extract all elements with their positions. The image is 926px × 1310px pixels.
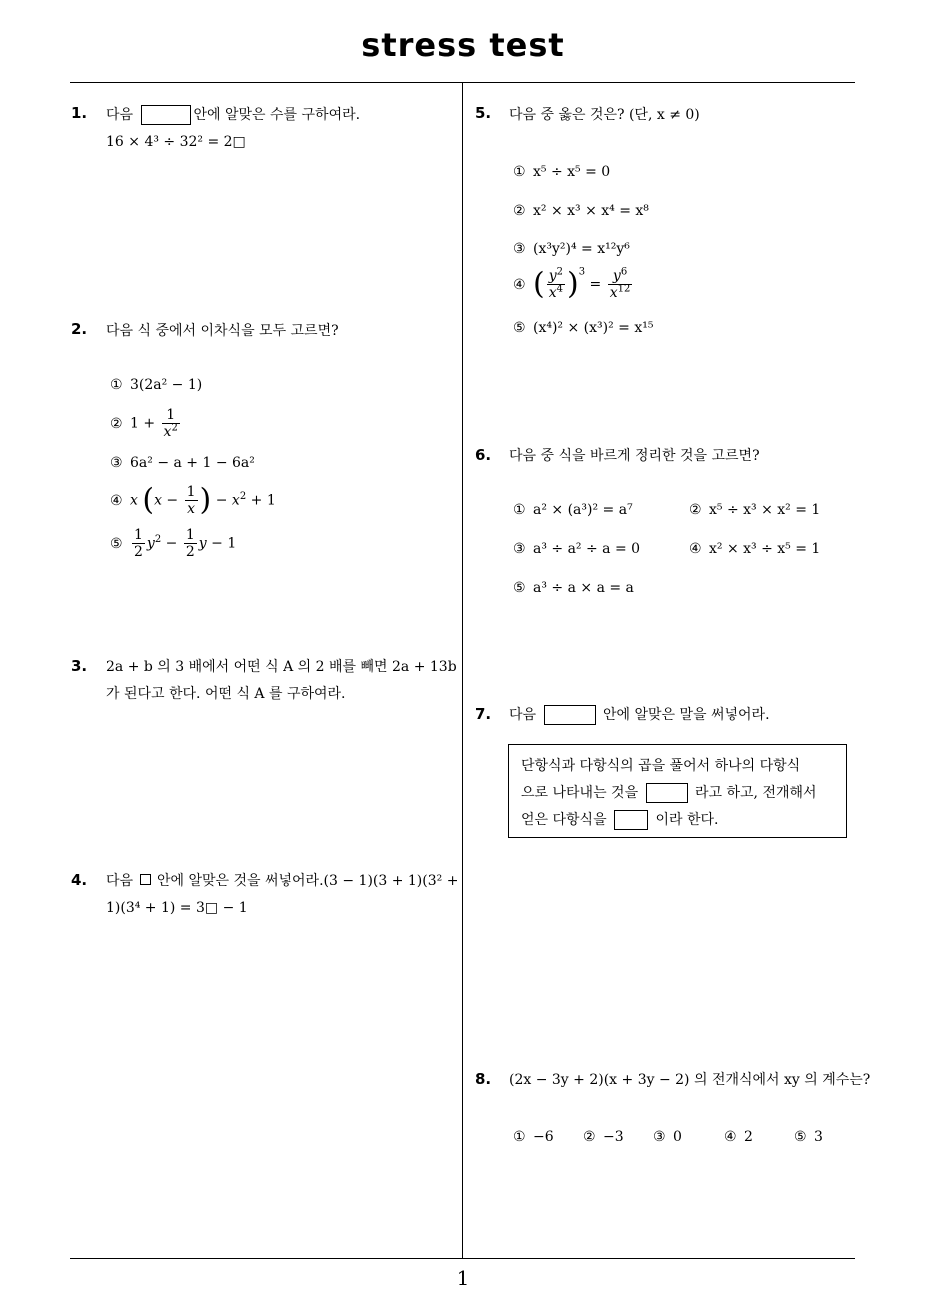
option-1[interactable]: ① 3(2a² − 1) xyxy=(110,377,203,393)
question-text-line-2: 1)(3⁴ + 1) = 3□ − 1 xyxy=(106,900,248,916)
option-1[interactable]: ① x⁵ ÷ x⁵ = 0 xyxy=(513,164,611,180)
question-text: 다음 중 옳은 것은? (단, x ≠ 0) xyxy=(509,107,700,123)
question-expression: 16 × 4³ ÷ 32² = 2□ xyxy=(106,134,246,150)
option-3[interactable]: ③ 0 xyxy=(653,1129,682,1145)
question-text: 다음 중 식을 바르게 정리한 것을 고르면? xyxy=(509,448,760,464)
option-5[interactable]: ⑤ $\frac{1}{2}$ $y^2$ − $\frac{1}{2}$ y − 1 xyxy=(110,527,237,560)
question-text-line-1: 다음 안에 알맞은 것을 써넣어라.(3 − 1)(3 + 1)(3² + xyxy=(106,873,459,889)
option-5[interactable]: ⑤ (x⁴)² × (x³)² = x¹⁵ xyxy=(513,320,654,336)
question-number: 3. xyxy=(71,657,88,675)
fraction: $\frac{y^6}{x^{12}}$ xyxy=(609,266,631,301)
column-divider xyxy=(462,83,463,1258)
bottom-rule xyxy=(70,1258,855,1259)
option-2[interactable]: ② x⁵ ÷ x³ × x² = 1 xyxy=(689,502,821,518)
question-text: (2x − 3y + 2)(x + 3y − 2) 의 전개식에서 xy 의 계수는? xyxy=(509,1072,871,1088)
question-number: 5. xyxy=(475,104,492,122)
option-5[interactable]: ⑤ a³ ÷ a × a = a xyxy=(513,580,634,596)
question-number: 4. xyxy=(71,871,88,889)
fraction: $\frac{1}{2}$ xyxy=(134,527,143,560)
option-4[interactable]: ④ 2 xyxy=(724,1129,753,1145)
option-3[interactable]: ③ (x³y²)⁴ = x¹²y⁶ xyxy=(513,241,630,257)
question-text: 다음 식 중에서 이차식을 모두 고르면? xyxy=(106,323,339,339)
option-3[interactable]: ③ 6a² − a + 1 − 6a² xyxy=(110,455,255,471)
page-number: 1 xyxy=(456,1266,470,1290)
option-5[interactable]: ⑤ 3 xyxy=(794,1129,823,1145)
answer-blank[interactable] xyxy=(544,705,596,725)
option-3[interactable]: ③ a³ ÷ a² ÷ a = 0 xyxy=(513,541,641,557)
option-1[interactable]: ① a² × (a³)² = a⁷ xyxy=(513,502,633,518)
question-number: 1. xyxy=(71,104,88,122)
answer-blank-2[interactable] xyxy=(614,810,648,830)
option-2[interactable]: ② 1 + $\frac{1}{x^2}$ xyxy=(110,407,178,440)
option-2[interactable]: ② x² × x³ × x⁴ = x⁸ xyxy=(513,203,649,219)
question-number: 8. xyxy=(475,1070,492,1088)
square-symbol xyxy=(140,874,151,885)
question-number: 6. xyxy=(475,446,492,464)
option-4[interactable]: ④ ( $\frac{y^2}{x^4}$ )$^3$ = $\frac{y^6}{x^{12}}$ xyxy=(513,266,631,302)
option-1[interactable]: ① −6 xyxy=(513,1129,554,1145)
answer-blank[interactable] xyxy=(141,105,191,125)
question-number: 2. xyxy=(71,320,88,338)
fraction: $\frac{y^2}{x^4}$ xyxy=(548,266,564,301)
option-2[interactable]: ② −3 xyxy=(583,1129,624,1145)
question-text: 다음 안에 알맞은 말을 써넣어라. xyxy=(509,707,770,723)
answer-blank-1[interactable] xyxy=(646,783,688,803)
definition-box: 단항식과 다항식의 곱을 풀어서 하나의 다항식 으로 나타내는 것을 라고 하고, 전개해서 얻은 다항식을 이라 한다. xyxy=(508,744,847,838)
page-title: stress test xyxy=(361,26,565,64)
question-number: 7. xyxy=(475,705,492,723)
fraction: $\frac{1}{2}$ xyxy=(185,527,195,560)
fraction: $\frac{1}{x}$ xyxy=(186,484,196,517)
question-text-line-2: 가 된다고 한다. 어떤 식 A 를 구하여라. xyxy=(106,686,346,702)
option-4[interactable]: ④ x (x − $\frac{1}{x}$ ) − $x^2 + 1$ xyxy=(110,482,276,518)
option-4[interactable]: ④ x² × x³ ÷ x⁵ = 1 xyxy=(689,541,821,557)
fraction: $\frac{1}{x^2}$ xyxy=(163,407,178,440)
question-text: 다음 안에 알맞은 수를 구하여라. xyxy=(106,107,361,123)
question-text-line-1: 2a + b 의 3 배에서 어떤 식 A 의 2 배를 빼면 2a + 13b xyxy=(106,659,457,675)
